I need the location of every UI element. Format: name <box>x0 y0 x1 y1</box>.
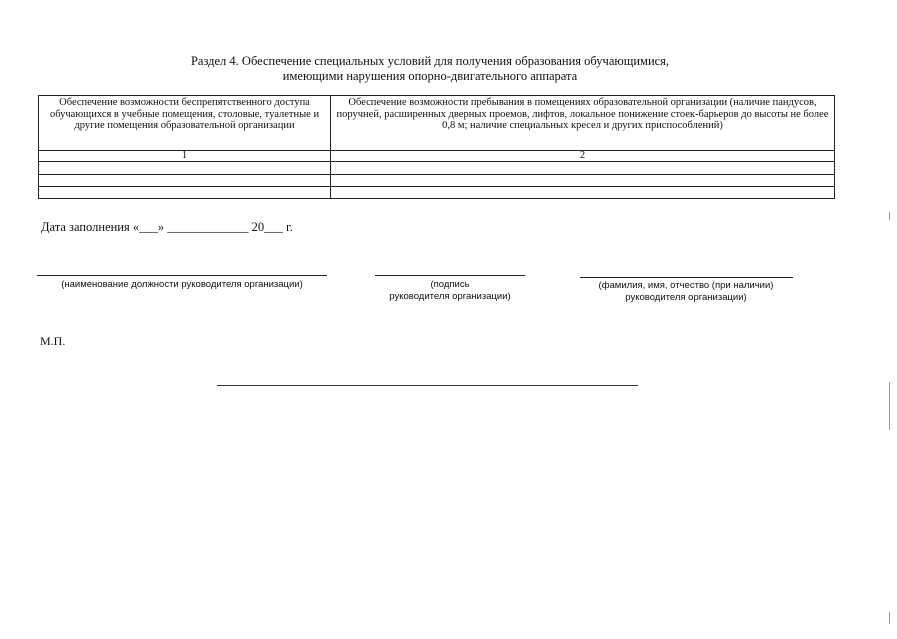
table-row <box>39 175 835 187</box>
table-cell[interactable] <box>331 175 835 187</box>
name-signature-line[interactable] <box>580 277 793 278</box>
table-cell[interactable] <box>39 175 331 187</box>
signature-line[interactable] <box>375 275 525 276</box>
header-cell-access: Обеспечение возможности беспрепятственного доступа обучающихся в учебные помещения, столовые, туалетные и другие помещения образовательной организации <box>39 96 331 151</box>
table-header-row <box>39 96 835 151</box>
signature-label-line-1: (подпись <box>430 279 470 290</box>
section-title <box>120 54 740 84</box>
signature-label <box>350 279 550 303</box>
fill-date-line: Дата заполнения «___» _____________ 20___ г. <box>41 220 293 234</box>
name-label-line-2: руководителя организации) <box>625 292 747 303</box>
table-cell[interactable] <box>331 162 835 175</box>
stamp-label: М.П. <box>40 334 66 348</box>
signature-label-line-2: руководителя организации) <box>389 291 511 302</box>
name-label <box>566 280 806 304</box>
section-title-line-2: имеющими нарушения опорно-двигательного аппарата <box>282 69 578 83</box>
column-number-1: 1 <box>39 151 331 162</box>
column-number-2: 2 <box>331 151 835 162</box>
scan-edge-mark <box>889 212 890 220</box>
column-number-row <box>39 151 835 162</box>
bottom-rule <box>217 385 638 386</box>
header-cell-presence: Обеспечение возможности пребывания в помещениях образовательной организации (наличие пандусов, поручней, расширенных дверных проемов, лифтов, локальное понижение стоек-барьеров до высоты не более 0,8 м; наличие специальных кресел и других приспособлений) <box>331 96 835 151</box>
position-signature-line[interactable] <box>37 275 327 276</box>
accessibility-table <box>38 95 835 199</box>
position-label: (наименование должности руководителя организации) <box>61 279 303 290</box>
scan-edge-mark <box>889 612 890 624</box>
table-cell[interactable] <box>39 162 331 175</box>
table-row <box>39 162 835 175</box>
name-label-line-1: (фамилия, имя, отчество (при наличии) <box>598 280 774 291</box>
section-title-line-1: Раздел 4. Обеспечение специальных условий для получения образования обучающимися, <box>190 54 670 68</box>
scan-edge-mark <box>889 382 890 430</box>
table-row <box>39 187 835 199</box>
table-cell[interactable] <box>331 187 835 199</box>
table-cell[interactable] <box>39 187 331 199</box>
